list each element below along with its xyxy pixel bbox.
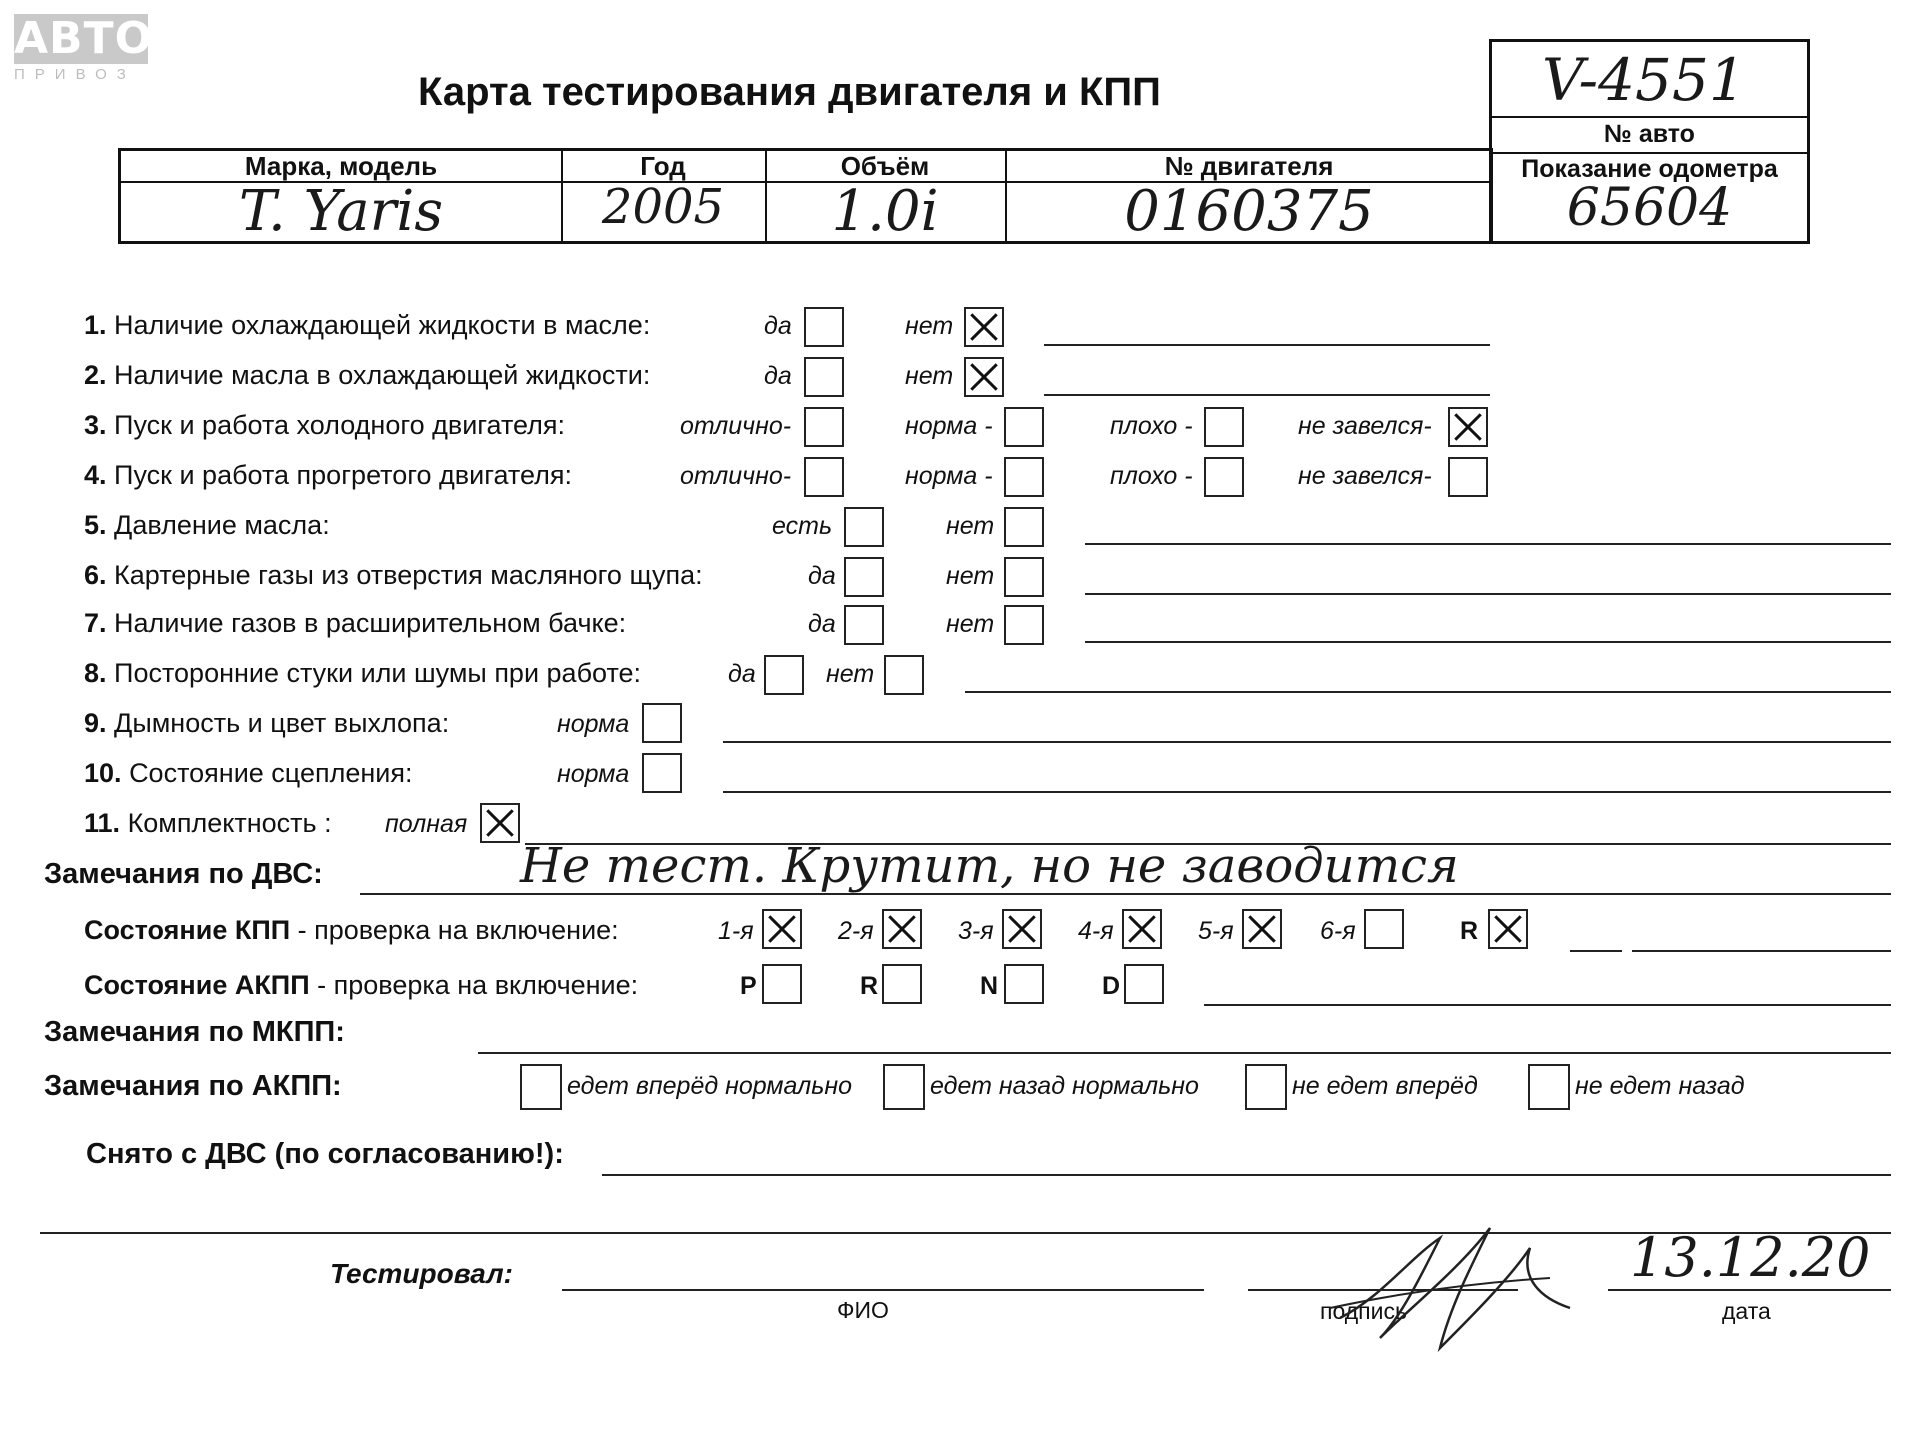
checkbox-q9-normal[interactable]	[642, 703, 682, 743]
checkbox-q8-no[interactable]	[884, 655, 924, 695]
checkbox-akpp-r[interactable]	[882, 964, 922, 1004]
col-year: Год	[640, 151, 686, 181]
col-make-model: Марка, модель	[244, 151, 438, 181]
akpp-option-label: едет назад нормально	[930, 1072, 1199, 1100]
question-number: 2.	[84, 360, 107, 390]
checkbox-q5-yes[interactable]	[844, 507, 884, 547]
signature-caption: подпись	[1320, 1298, 1407, 1324]
option-label: нет	[905, 312, 954, 340]
checkbox-akpp-p[interactable]	[762, 964, 802, 1004]
option-label: не завелся-	[1298, 462, 1432, 490]
question-text: Картерные газы из отверстия масляного щупа:	[114, 560, 703, 590]
option-label: да	[728, 660, 756, 688]
remarks-akpp-label: Замечания по АКПП:	[44, 1070, 342, 1102]
value-year: 2005	[601, 179, 725, 235]
question-text: Пуск и работа холодного двигателя:	[114, 410, 566, 440]
option-label: да	[808, 610, 836, 638]
question-text: Давление масла:	[114, 510, 330, 540]
question-text: Посторонние стуки или шумы при работе:	[114, 658, 642, 688]
question-number: 8.	[84, 658, 107, 688]
question-1	[84, 310, 650, 341]
note-line	[1085, 641, 1891, 643]
question-number: 1.	[84, 310, 107, 340]
checkbox-forward-ok[interactable]	[520, 1064, 562, 1110]
checkbox-q3-excellent[interactable]	[804, 407, 844, 447]
option-label: отлично-	[680, 412, 792, 440]
logo-sub-text: ПРИВОЗ	[14, 66, 136, 83]
checkbox-q5-no[interactable]	[1004, 507, 1044, 547]
akpp-position-label: P	[740, 972, 757, 1000]
odometer-value: 65604	[1566, 178, 1733, 238]
checkbox-q3-bad[interactable]	[1204, 407, 1244, 447]
note-line	[723, 791, 1891, 793]
akpp-label-bold: Состояние АКПП	[84, 970, 310, 1000]
checkbox-q2-yes[interactable]	[804, 357, 844, 397]
checkbox-q3-normal[interactable]	[1004, 407, 1044, 447]
option-label: да	[808, 562, 836, 590]
note-line	[1204, 1004, 1891, 1006]
date-caption: дата	[1722, 1298, 1771, 1324]
checkbox-q6-no[interactable]	[1004, 557, 1044, 597]
akpp-position-label: N	[980, 972, 999, 1000]
option-label: есть	[772, 512, 833, 540]
question-11	[84, 808, 332, 839]
checkbox-q10-normal[interactable]	[642, 753, 682, 793]
option-label: не завелся-	[1298, 412, 1432, 440]
option-label: норма	[557, 710, 630, 738]
removed-parts-label: Снято с ДВС (по согласованию!):	[86, 1138, 564, 1170]
gear-label: 1-я	[718, 917, 754, 945]
gear-label: 2-я	[838, 917, 874, 945]
option-label: норма -	[905, 412, 993, 440]
question-text: Наличие газов в расширительном бачке:	[114, 608, 627, 638]
checkbox-gear-4[interactable]	[1122, 909, 1162, 949]
note-line	[1085, 543, 1891, 545]
question-number: 9.	[84, 708, 107, 738]
date-line	[1608, 1289, 1891, 1291]
checkbox-q7-no[interactable]	[1004, 605, 1044, 645]
gear-label: 3-я	[958, 917, 994, 945]
checkbox-gear-6[interactable]	[1364, 909, 1404, 949]
question-2	[84, 360, 650, 391]
checkbox-q4-normal[interactable]	[1004, 457, 1044, 497]
question-number: 3.	[84, 410, 107, 440]
auto-number-box	[1489, 39, 1810, 244]
gear-label: 5-я	[1198, 917, 1234, 945]
checkbox-q4-excellent[interactable]	[804, 457, 844, 497]
checkbox-q3-no-start[interactable]	[1448, 407, 1488, 447]
option-label: нет	[946, 512, 995, 540]
option-label: нет	[946, 610, 995, 638]
question-text: Комплектность :	[127, 808, 332, 838]
question-text: Пуск и работа прогретого двигателя:	[114, 460, 572, 490]
question-text: Наличие масла в охлаждающей жидкости:	[114, 360, 651, 390]
question-number: 6.	[84, 560, 107, 590]
removed-parts-line	[602, 1174, 1891, 1176]
tested-by-label: Тестировал:	[330, 1258, 513, 1289]
note-line	[965, 691, 1891, 693]
kpp-label-rest: - проверка на включение:	[290, 915, 619, 945]
checkbox-gear-r[interactable]	[1488, 909, 1528, 949]
question-4	[84, 460, 572, 491]
note-line	[1044, 344, 1490, 346]
akpp-option-label: не едет вперёд	[1292, 1072, 1478, 1100]
checkbox-q1-no[interactable]	[964, 307, 1004, 347]
note-line	[1570, 950, 1622, 952]
gear-label: 6-я	[1320, 917, 1356, 945]
option-label: плохо -	[1110, 412, 1193, 440]
question-text: Состояние сцепления:	[129, 758, 413, 788]
checkbox-gear-2[interactable]	[882, 909, 922, 949]
value-make-model: T. Yaris	[238, 179, 444, 244]
remarks-mkpp-label: Замечания по МКПП:	[44, 1016, 345, 1048]
note-line	[723, 741, 1891, 743]
question-text: Дымность и цвет выхлопа:	[114, 708, 450, 738]
remarks-engine-value: Не тест. Крутит, но не заводится	[520, 838, 1459, 894]
checkbox-gear-5[interactable]	[1242, 909, 1282, 949]
odometer-label: Показание одометра	[1521, 155, 1778, 183]
question-10	[84, 758, 412, 789]
option-label: плохо -	[1110, 462, 1193, 490]
option-label: норма -	[905, 462, 993, 490]
col-engine-number: № двигателя	[1164, 151, 1334, 181]
checkbox-q4-no-start[interactable]	[1448, 457, 1488, 497]
question-number: 4.	[84, 460, 107, 490]
value-volume: 1.0i	[831, 179, 939, 244]
kpp-label-bold: Состояние КПП	[84, 915, 291, 945]
option-label: да	[764, 362, 792, 390]
fio-line	[562, 1289, 1204, 1291]
question-number: 7.	[84, 608, 107, 638]
note-line	[1044, 394, 1490, 396]
akpp-position-label: R	[860, 972, 879, 1000]
checkbox-q1-yes[interactable]	[804, 307, 844, 347]
question-number: 5.	[84, 510, 107, 540]
checkbox-reverse-ok[interactable]	[883, 1064, 925, 1110]
checkbox-q7-yes[interactable]	[844, 605, 884, 645]
checkbox-akpp-d[interactable]	[1124, 964, 1164, 1004]
akpp-option-label: не едет назад	[1575, 1072, 1745, 1100]
question-7	[84, 608, 626, 639]
value-engine-number: 0160375	[1124, 179, 1374, 244]
question-8	[84, 658, 641, 689]
checkbox-gear-3[interactable]	[1002, 909, 1042, 949]
logo-main-text: АВТО	[14, 13, 154, 64]
auto-number-value: V-4551	[1542, 46, 1746, 114]
remarks-mkpp-line	[478, 1052, 1891, 1054]
gear-label: 4-я	[1078, 917, 1114, 945]
question-5	[84, 510, 330, 541]
question-9	[84, 708, 449, 739]
question-6	[84, 560, 703, 591]
page-title: Карта тестирования двигателя и КПП	[418, 70, 1161, 114]
checkbox-akpp-n[interactable]	[1004, 964, 1044, 1004]
akpp-label-rest: - проверка на включение:	[309, 970, 639, 1000]
checkbox-q2-no[interactable]	[964, 357, 1004, 397]
akpp-option-label: едет вперёд нормально	[567, 1072, 853, 1100]
checkbox-gear-1[interactable]	[762, 909, 802, 949]
option-label: да	[764, 312, 792, 340]
option-label: полная	[385, 810, 468, 838]
auto-number-label: № авто	[1604, 120, 1695, 148]
checkbox-q6-yes[interactable]	[844, 557, 884, 597]
note-line	[1632, 950, 1891, 952]
akpp-label	[84, 970, 638, 1001]
signature-image	[1320, 1198, 1580, 1358]
date-value: 13.12.20	[1630, 1226, 1871, 1289]
option-label: нет	[946, 562, 995, 590]
remarks-engine-label: Замечания по ДВС:	[44, 858, 323, 890]
fio-caption: ФИО	[837, 1297, 889, 1323]
divider	[40, 1232, 1891, 1234]
option-label: нет	[826, 660, 875, 688]
option-label: нет	[905, 362, 954, 390]
option-label: отлично-	[680, 462, 792, 490]
question-text: Наличие охлаждающей жидкости в масле:	[114, 310, 651, 340]
checkbox-q4-bad[interactable]	[1204, 457, 1244, 497]
question-number: 10.	[84, 758, 122, 788]
akpp-position-label: D	[1102, 972, 1121, 1000]
kpp-label	[84, 915, 619, 946]
col-volume: Объём	[840, 151, 930, 181]
checkbox-q11-complete[interactable]	[480, 803, 520, 843]
checkbox-no-reverse[interactable]	[1528, 1064, 1570, 1110]
checkbox-no-forward[interactable]	[1245, 1064, 1287, 1110]
logo	[14, 13, 154, 83]
question-number: 11.	[84, 808, 121, 838]
gear-label: R	[1460, 917, 1479, 945]
option-label: норма	[557, 760, 630, 788]
note-line	[1085, 593, 1891, 595]
question-3	[84, 410, 565, 441]
checkbox-q8-yes[interactable]	[764, 655, 804, 695]
vehicle-info-table	[118, 148, 1493, 244]
